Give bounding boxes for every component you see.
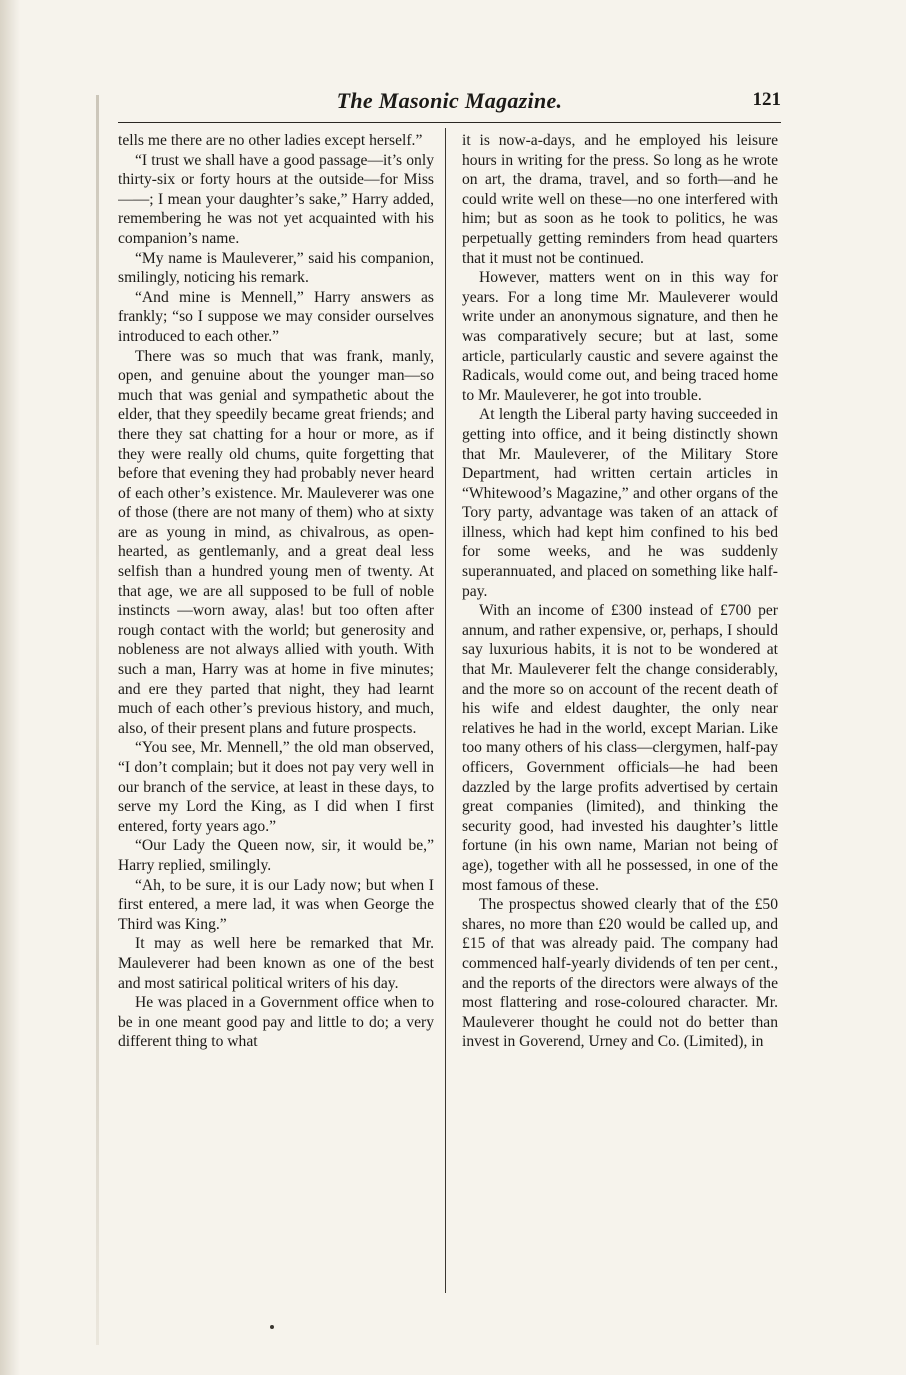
paragraph: The prospectus showed clearly that of the £50 shares, no more than £20 would be called up, and £15 of that was already paid. The company had commenced half-yearly dividends of ten per cent., and the reports of the directors were always of the most flattering and rose-coloured character. Mr. Mauleverer thought he could not do better than invest in Goverend, Urney and Co. (Limited), in bbox=[462, 896, 778, 1051]
paragraph: There was so much that was frank, manly, open, and genuine about the younger man—so much that was genial and sympathetic about the elder, that they speedily became great friends; and there they sat chatting for a hour or more, as if they were really old chums, quite forgetting that before that evening they had probably never heard of each other’s existence. Mr. Mauleverer was one of those (there are not many of them) who at sixty are as young in mind, as chivalrous, as open-hearted, as gentlemanly, and a great deal less selfish than a hundred young men of twenty. At that age, we are all supposed to be full of noble instincts —worn away, alas! but too often after rough contact with the world; but generosity and nobleness are not always allied with youth. With such a man, Harry was at home in five minutes; and ere they parted that night, they had learnt much of each other’s previous history, and much, also, of their present plans and future prospects. bbox=[118, 347, 434, 737]
page-number: 121 bbox=[752, 89, 781, 110]
paragraph: “And mine is Mennell,” Harry answers as frankly; “so I suppose we may consider ourselves introduced to each other.” bbox=[118, 288, 434, 345]
binding-mark bbox=[96, 95, 99, 1345]
paragraph: tells me there are no other ladies except herself.” bbox=[118, 132, 423, 149]
page-header bbox=[118, 88, 781, 118]
left-column bbox=[118, 131, 434, 1311]
page-gutter-shadow bbox=[0, 0, 20, 1375]
paragraph: At length the Liberal party having succeeded in getting into office, and it being distinctly shown that Mr. Mauleverer, of the Military Store Department, had written certain articles in “Whitewood’s Magazine,” and other organs of the Tory party, advantage was taken of an attack of illness, which had kept him confined to his bed for some weeks, and he was suddenly superannuated, and placed on something like half-pay. bbox=[462, 406, 778, 600]
paragraph: “I trust we shall have a good passage—it’s only thirty-six or forty hours at the outside—for Miss ——; I mean your daughter’s sake,” Harry added, remembering he was not yet acquainted with his companion’s name. bbox=[118, 151, 434, 247]
paragraph: He was placed in a Government office when to be in one meant good pay and little to do; a very different thing to what bbox=[118, 994, 434, 1051]
paragraph: “You see, Mr. Mennell,” the old man observed, “I don’t complain; but it does not pay very well in our branch of the service, at least in these days, to serve my Lord the King, as I did when I first entered, forty years ago.” bbox=[118, 739, 434, 835]
paragraph: “Our Lady the Queen now, sir, it would be,” Harry replied, smilingly. bbox=[118, 837, 434, 874]
paragraph: However, matters went on in this way for years. For a long time Mr. Mauleverer would write under an anonymous signature, and then he was comparatively secure; but at last, some article, particularly caustic and severe against the Radicals, would come out, and being traced home to Mr. Mauleverer, he got into trouble. bbox=[462, 269, 778, 404]
printer-mark bbox=[270, 1325, 274, 1329]
column-divider bbox=[445, 128, 446, 1293]
header-rule bbox=[118, 122, 781, 123]
paragraph: With an income of £300 instead of £700 per annum, and rather expensive, or, perhaps, I should say luxurious habits, it is not to be wondered at that Mr. Mauleverer felt the change considerably, and the more so on account of the recent death of his wife and eldest daughter, the only near relatives he had in the world, except Marian. Like too many others of his class—clergymen, half-pay officers, Government officials—he had been dazzled by the large profits advertised by certain great companies (limited), and thinking the security good, had invested his daughter’s little fortune (in his own name, Marian not being of age), together with all he possessed, in one of the most famous of these. bbox=[462, 602, 778, 894]
paragraph: “Ah, to be sure, it is our Lady now; but when I first entered, a mere lad, it was when George the Third was King.” bbox=[118, 876, 434, 933]
right-column bbox=[462, 131, 778, 1311]
paragraph: “My name is Mauleverer,” said his companion, smilingly, noticing his remark. bbox=[118, 249, 434, 287]
paragraph: It may as well here be remarked that Mr. Mauleverer had been known as one of the best and most satirical political writers of his day. bbox=[118, 935, 434, 992]
running-title: The Masonic Magazine. bbox=[336, 88, 563, 113]
paragraph: it is now-a-days, and he employed his leisure hours in writing for the press. So long as he wrote on art, the drama, travel, and so forth—and he could write well on these—no one interfered with him; but as soon as he took to politics, he was perpetually getting reminders from head quarters that it must not be continued. bbox=[462, 132, 778, 267]
